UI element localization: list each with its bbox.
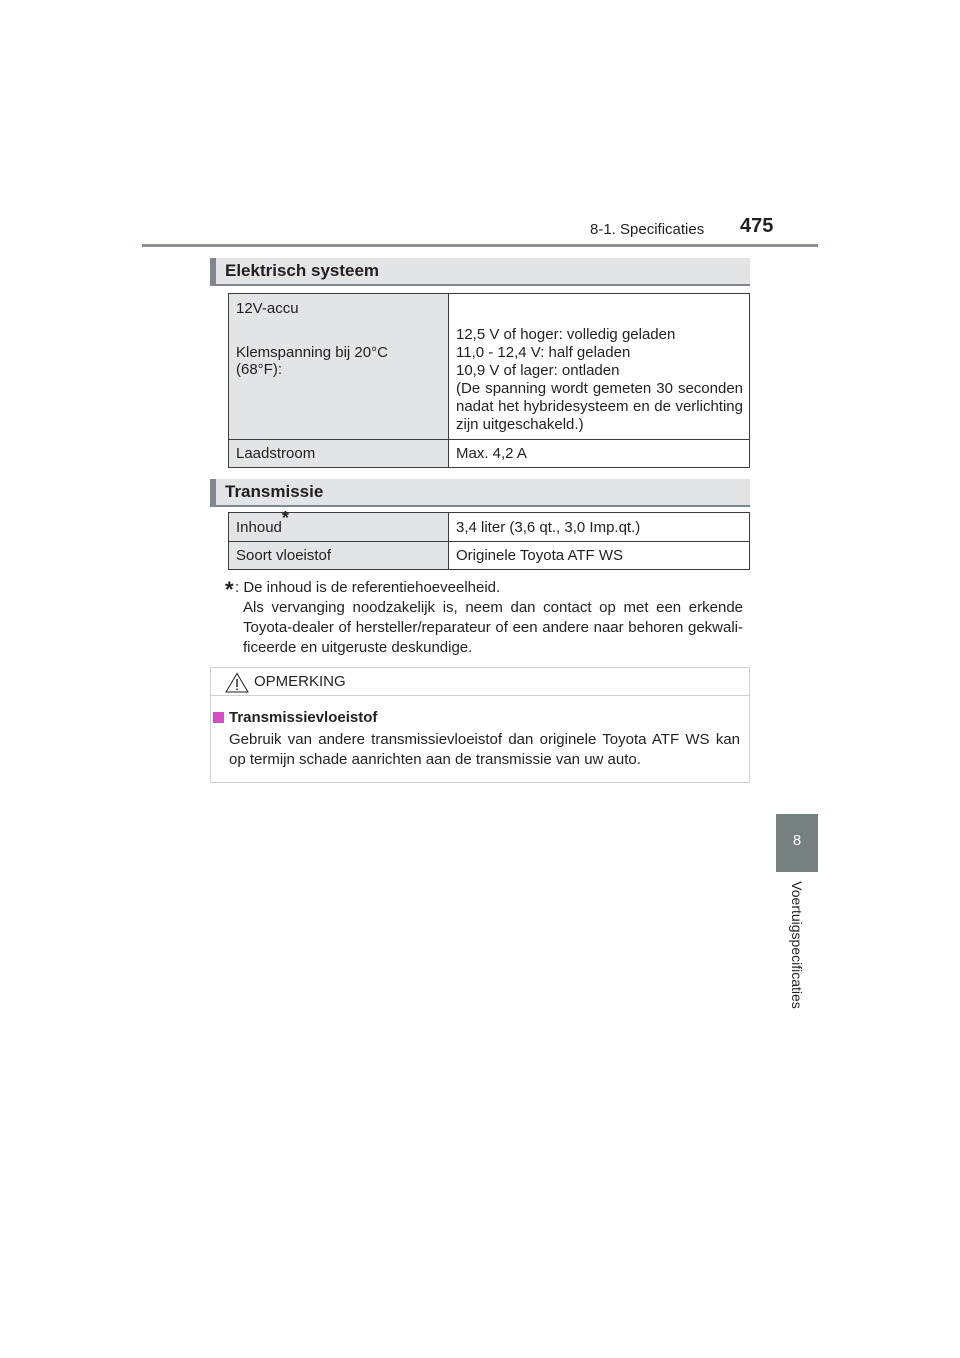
voltage-value-half: 11,0 - 12,4 V: half geladen (456, 344, 631, 361)
notice-title: OPMERKING (254, 673, 346, 690)
voltage-value-empty: 10,9 V of lager: ontladen (456, 362, 620, 379)
electrical-heading-text: Elektrisch systeem (225, 261, 380, 280)
voltage-value-cell (449, 294, 750, 440)
notice-body: Gebruik van andere transmissievloeistof dan originele Toyota ATF WS kan op termijn schade aanrichten aan de transmissie van uw auto. (229, 731, 740, 768)
table-row (229, 513, 750, 542)
footnote-marker: * (281, 507, 289, 528)
transmission-section-heading (210, 479, 750, 507)
voltage-label-fahrenheit: (68°F): (236, 361, 283, 378)
footnote-first-line: : De inhoud is de referentiehoeveelheid. (235, 579, 501, 596)
fluid-type-label: Soort vloeistof (229, 542, 449, 570)
table-row (229, 440, 750, 468)
chapter-tab-label: Voertuigspecificaties (789, 881, 805, 1009)
voltage-label: Klemspanning bij 20°C (236, 344, 388, 361)
heading-bar (210, 479, 216, 505)
charge-current-value: Max. 4,2 A (449, 440, 750, 468)
warning-triangle-icon (225, 672, 249, 693)
heading-bar (210, 258, 216, 284)
table-row (229, 294, 750, 440)
electrical-spec-table (228, 293, 750, 468)
fluid-type-value: Originele Toyota ATF WS (449, 542, 750, 570)
battery-label: 12V-accu (236, 300, 299, 317)
capacity-value: 3,4 liter (3,6 qt., 3,0 Imp.qt.) (449, 513, 750, 542)
voltage-measurement-note: (De spanning wordt gemeten 30 seconden nadat het hybridesysteem en de verlichting zijn uitgeschakeld.) (456, 380, 743, 433)
notice-divider (211, 695, 749, 696)
battery-label-cell (229, 294, 449, 440)
footnote-body: Als vervanging noodzakelijk is, neem dan contact op met een erkende Toyota-dealer of hersteller/reparateur of een andere naar behoren gekwali-ficeerde en uitgeruste deskundige. (243, 599, 743, 656)
capacity-label-cell (229, 507, 449, 542)
table-row (229, 542, 750, 570)
electrical-section-heading (210, 258, 750, 286)
bullet-square-icon (213, 712, 224, 723)
chapter-tab-number: 8 (792, 832, 802, 849)
transmission-heading-text: Transmissie (225, 482, 324, 501)
chapter-section-title: 8-1. Specificaties (590, 221, 705, 238)
page-number: 475 (740, 215, 774, 237)
voltage-value-full: 12,5 V of hoger: volledig geladen (456, 326, 676, 343)
capacity-label: Inhoud (236, 518, 282, 536)
notice-subheading: Transmissievloeistof (229, 709, 378, 726)
charge-current-label: Laadstroom (229, 440, 449, 468)
footnote-star: * (225, 577, 234, 602)
header-rule (142, 244, 818, 247)
transmission-spec-table (228, 507, 750, 570)
